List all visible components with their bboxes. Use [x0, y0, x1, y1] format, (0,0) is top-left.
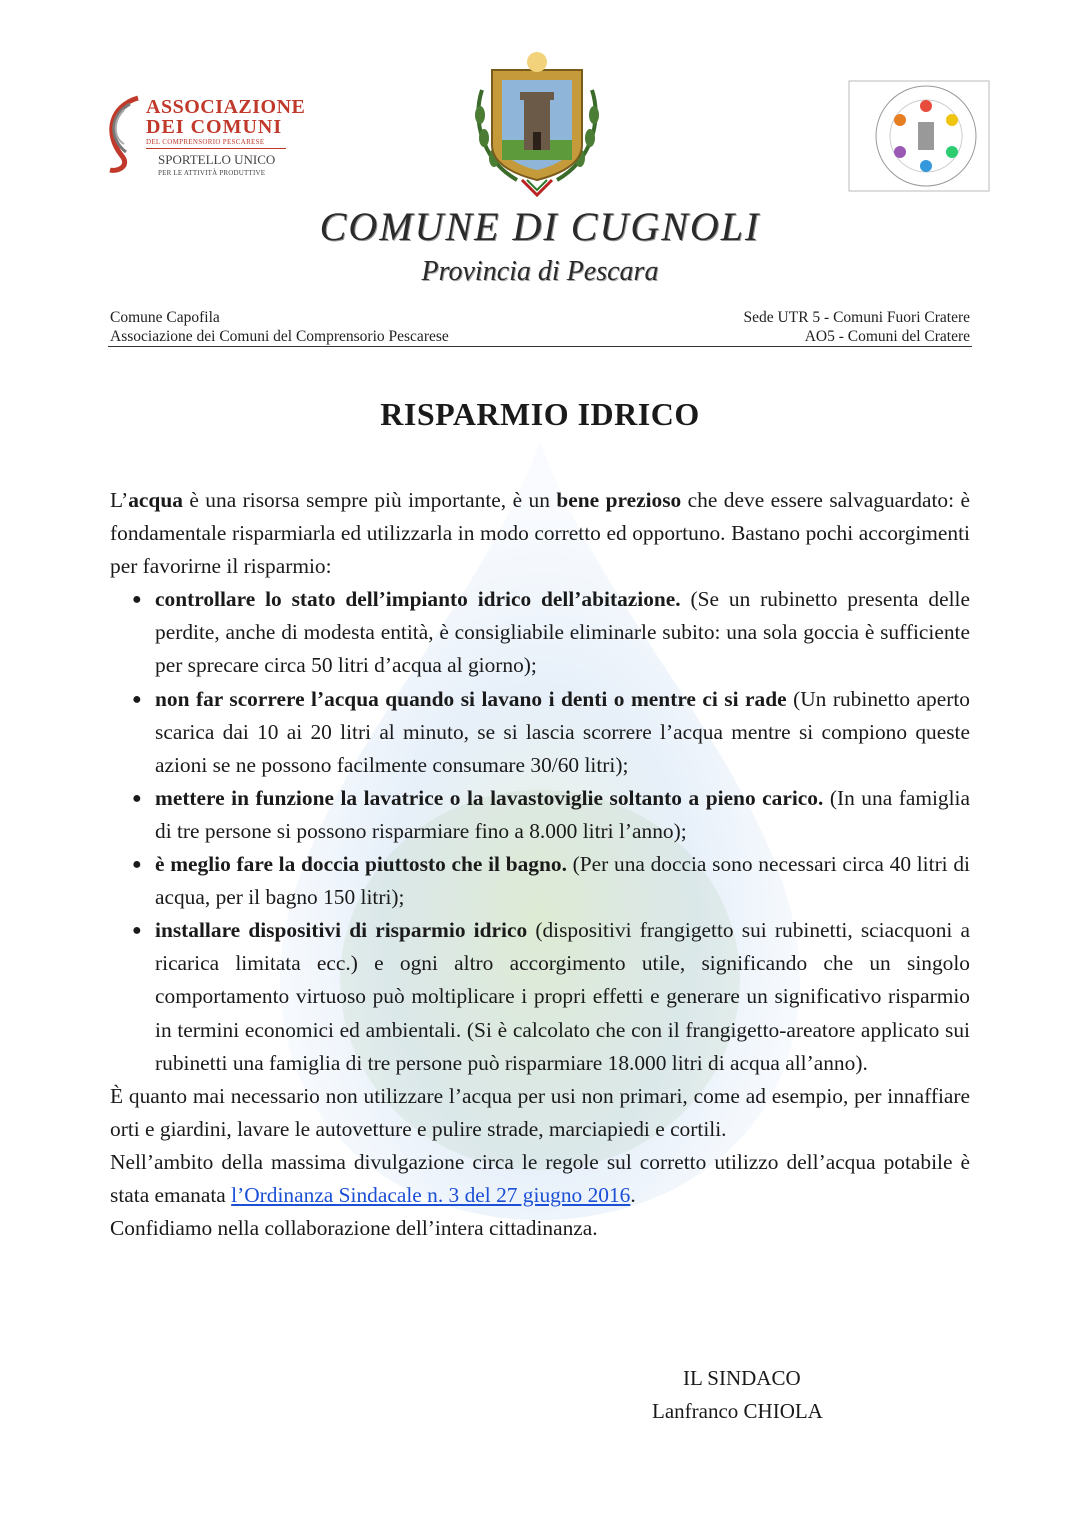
header-left-info	[110, 308, 449, 346]
bold-text: acqua	[128, 488, 183, 512]
text: .	[630, 1182, 636, 1207]
list-item	[110, 848, 970, 914]
signature-name: Lanfranco CHIOLA	[652, 1399, 823, 1423]
document-title: RISPARMIO IDRICO	[380, 396, 700, 432]
text: (dispositivi frangigetto sui rubinetti, sciacquoni a ricarica limitata ecc.) e ogni altro accorgimento utile, significando che un singolo comportamento virtuoso può moltiplicare i propri effetti e generare un significativo risparmio in termini economici ed ambientali. (Si è calcolato che con il frangigetto-areatore applicato sui rubinetti una famiglia di tre persone può risparmiare 18.000 litri di acqua all’anno).	[155, 918, 970, 1075]
header-divider	[108, 346, 972, 347]
closing-paragraph: Confidiamo nella collaborazione dell’intera cittadinanza.	[110, 1216, 598, 1241]
ordinance-link[interactable]: l’Ordinanza Sindacale n. 3 del 27 giugno 2016	[231, 1182, 631, 1207]
list-item	[110, 583, 970, 682]
logo-text: PER LE ATTIVITÀ PRODUTTIVE	[158, 169, 266, 177]
divider	[146, 148, 286, 149]
text: che deve essere salvaguardato: è fondamentale risparmiarla ed utilizzarla in modo corretto ed opportuno. Bastano pochi accorgimenti per favorirne il risparmio:	[110, 488, 971, 579]
header-right-info	[744, 308, 970, 346]
text: è una risorsa sempre più importante, è un	[182, 488, 557, 512]
signature-role: IL SINDACO	[683, 1366, 801, 1390]
header-line: AO5 - Comuni del Cratere	[804, 328, 970, 345]
logo-text: SPORTELLO UNICO	[158, 152, 276, 167]
swirl-icon	[100, 94, 144, 174]
paragraph-with-link	[110, 1146, 970, 1212]
header-line: Comune Capofila	[110, 309, 220, 326]
list-item	[110, 914, 970, 1079]
tips-list	[110, 583, 970, 1079]
page-title: COMUNE DI CUGNOLI	[319, 204, 761, 249]
bold-text: mettere in funzione la lavatrice o la lavastoviglie soltanto a pieno carico.	[155, 785, 824, 810]
bold-text: è meglio fare la doccia piuttosto che il bagno.	[155, 852, 567, 877]
associazione-comuni-logo	[100, 92, 306, 184]
text: Nell’ambito della massima divulgazione circa le regole sul corretto utilizzo dell’acqua potabile è stata emanata	[110, 1149, 970, 1207]
header-line: Sede UTR 5 - Comuni Fuori Cratere	[743, 309, 970, 326]
bullet-icon: ●	[132, 856, 142, 874]
coat-of-arms-icon	[462, 40, 612, 198]
bold-text: bene prezioso	[556, 488, 682, 512]
bold-text: installare dispositivi di risparmio idrico	[155, 918, 528, 943]
header-line: Associazione dei Comuni del Comprensorio Pescarese	[110, 328, 449, 345]
text: (Se un rubinetto presenta delle perdite, anche di modesta entità, è consigliabile eliminarle subito: una sola goccia è sufficiente per sprecare circa 50 litri d’acqua al giorno);	[155, 587, 970, 678]
bullet-icon: ●	[132, 591, 142, 609]
bullet-icon: ●	[132, 922, 142, 940]
intro-paragraph	[110, 484, 970, 583]
text: (Un rubinetto aperto scarica dai 10 ai 20 litri al minuto, se si lascia scorrere l’acqua mentre si compiono queste azioni se ne possono facilmente consumare 30/60 litri);	[155, 686, 971, 777]
logo-text: ASSOCIAZIONE	[146, 96, 306, 118]
text: L’	[110, 488, 129, 512]
text: (In una famiglia di tre persone si possono risparmiare fino a 8.000 litri l’anno);	[155, 785, 970, 843]
logo-text: DEL COMPRENSORIO PESCARESE	[146, 138, 265, 146]
comuni-del-cratere-logo	[848, 80, 990, 192]
paragraph: È quanto mai necessario non utilizzare l’acqua per usi non primari, come ad esempio, per innaffiare orti e giardini, lavare le autovetture e pulire strade, marciapiedi e cortili.	[110, 1083, 970, 1141]
bold-text: controllare lo stato dell’impianto idrico dell’abitazione.	[155, 587, 681, 612]
list-item	[110, 683, 970, 782]
bold-text: non far scorrere l’acqua quando si lavano i denti o mentre ci si rade	[155, 686, 787, 711]
text: (Per una doccia sono necessari circa 40 litri di acqua, per il bagno 150 litri);	[155, 852, 970, 910]
document-body	[110, 484, 970, 1245]
logo-text: DEI COMUNI	[146, 116, 283, 138]
page-subtitle: Provincia di Pescara	[421, 256, 659, 287]
list-item	[110, 782, 970, 848]
bullet-icon: ●	[132, 690, 142, 708]
bullet-icon: ●	[132, 789, 142, 807]
